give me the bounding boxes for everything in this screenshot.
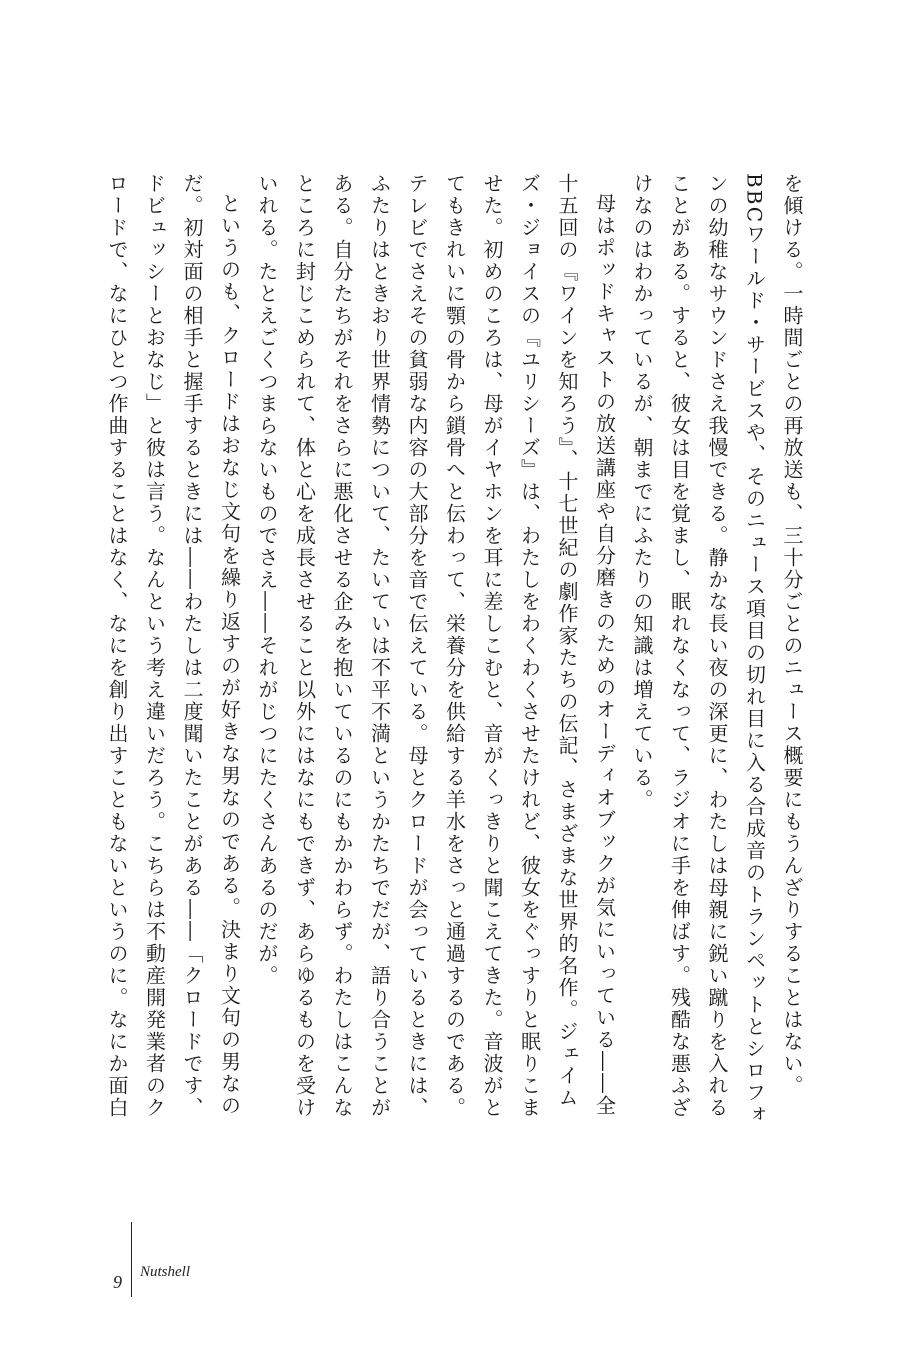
page-number: 9 <box>113 1272 122 1292</box>
footer-divider <box>131 1222 132 1297</box>
paragraph-1: を傾ける。一時間ごとの再放送も、三十分ごとのニュース概要にもうんざりすることはない。BBCワールド・サービスや、そのニュース項目の切れ目に入る合成音のトランペットとシロフォンの幼稚なサウンドさえ我慢できる。静かな長い夜の深更に、わたしは母親に鋭い蹴りを入れることがある。すると、彼女は目を覚まし、眠れなくなって、ラジオに手を伸ばす。残酷な悪ふざけなのはわかっているが、朝までにふたりの知識は増えている。 <box>630 173 804 1127</box>
paragraph-3: というのも、クロードはおなじ文句を繰り返すのが好きな男なのである。決まり文句の男なのだ。初対面の相手と握手するときには――わたしは二度聞いたことがある――「クロードです、ドビュッシーとおなじ」と彼は言う。なんという考え違いだろう。こちらは不動産開発業者のクロードで、なにひとつ作曲することはなく、なにを創り出すこともないというのに。なにか面白 <box>105 173 242 1119</box>
running-title: Nutshell <box>140 1264 191 1280</box>
paragraph-2: 母はポッドキャストの放送講座や自分磨きのためのオーディオブックが気にいっている――全十五回の『ワインを知ろう』、十七世紀の劇作家たちの伝記、さまざまな世界的名作。ジェイムズ・ジョイスの『ユリシーズ』は、わたしをわくわくさせたけれど、彼女をぐっすりと眠りこませた。初めのころは、母がイヤホンを耳に差しこむと、音がくっきりと聞こえてきた。音波がとてもきれいに顎の骨から鎖骨へと伝わって、栄養分を供給する羊水をさっと通過するのである。テレビでさえその貧弱な内容の大部分を音で伝えている。母とクロードが会っているときには、ふたりはときおり世界情勢について、たいていは不平不満というかたちでだが、語り合うことがある。自分たちがそれをさらに悪化させる企みを抱いているのにもかかわらず。わたしはこんなところに封じこめられて、体と心を成長させること以外にはなにもできず、あらゆるものを受けいれる。たとえごくつまらないものでさえ――それがじつにたくさんあるのだが。 <box>255 173 617 1119</box>
vertical-body-text <box>105 173 810 1133</box>
